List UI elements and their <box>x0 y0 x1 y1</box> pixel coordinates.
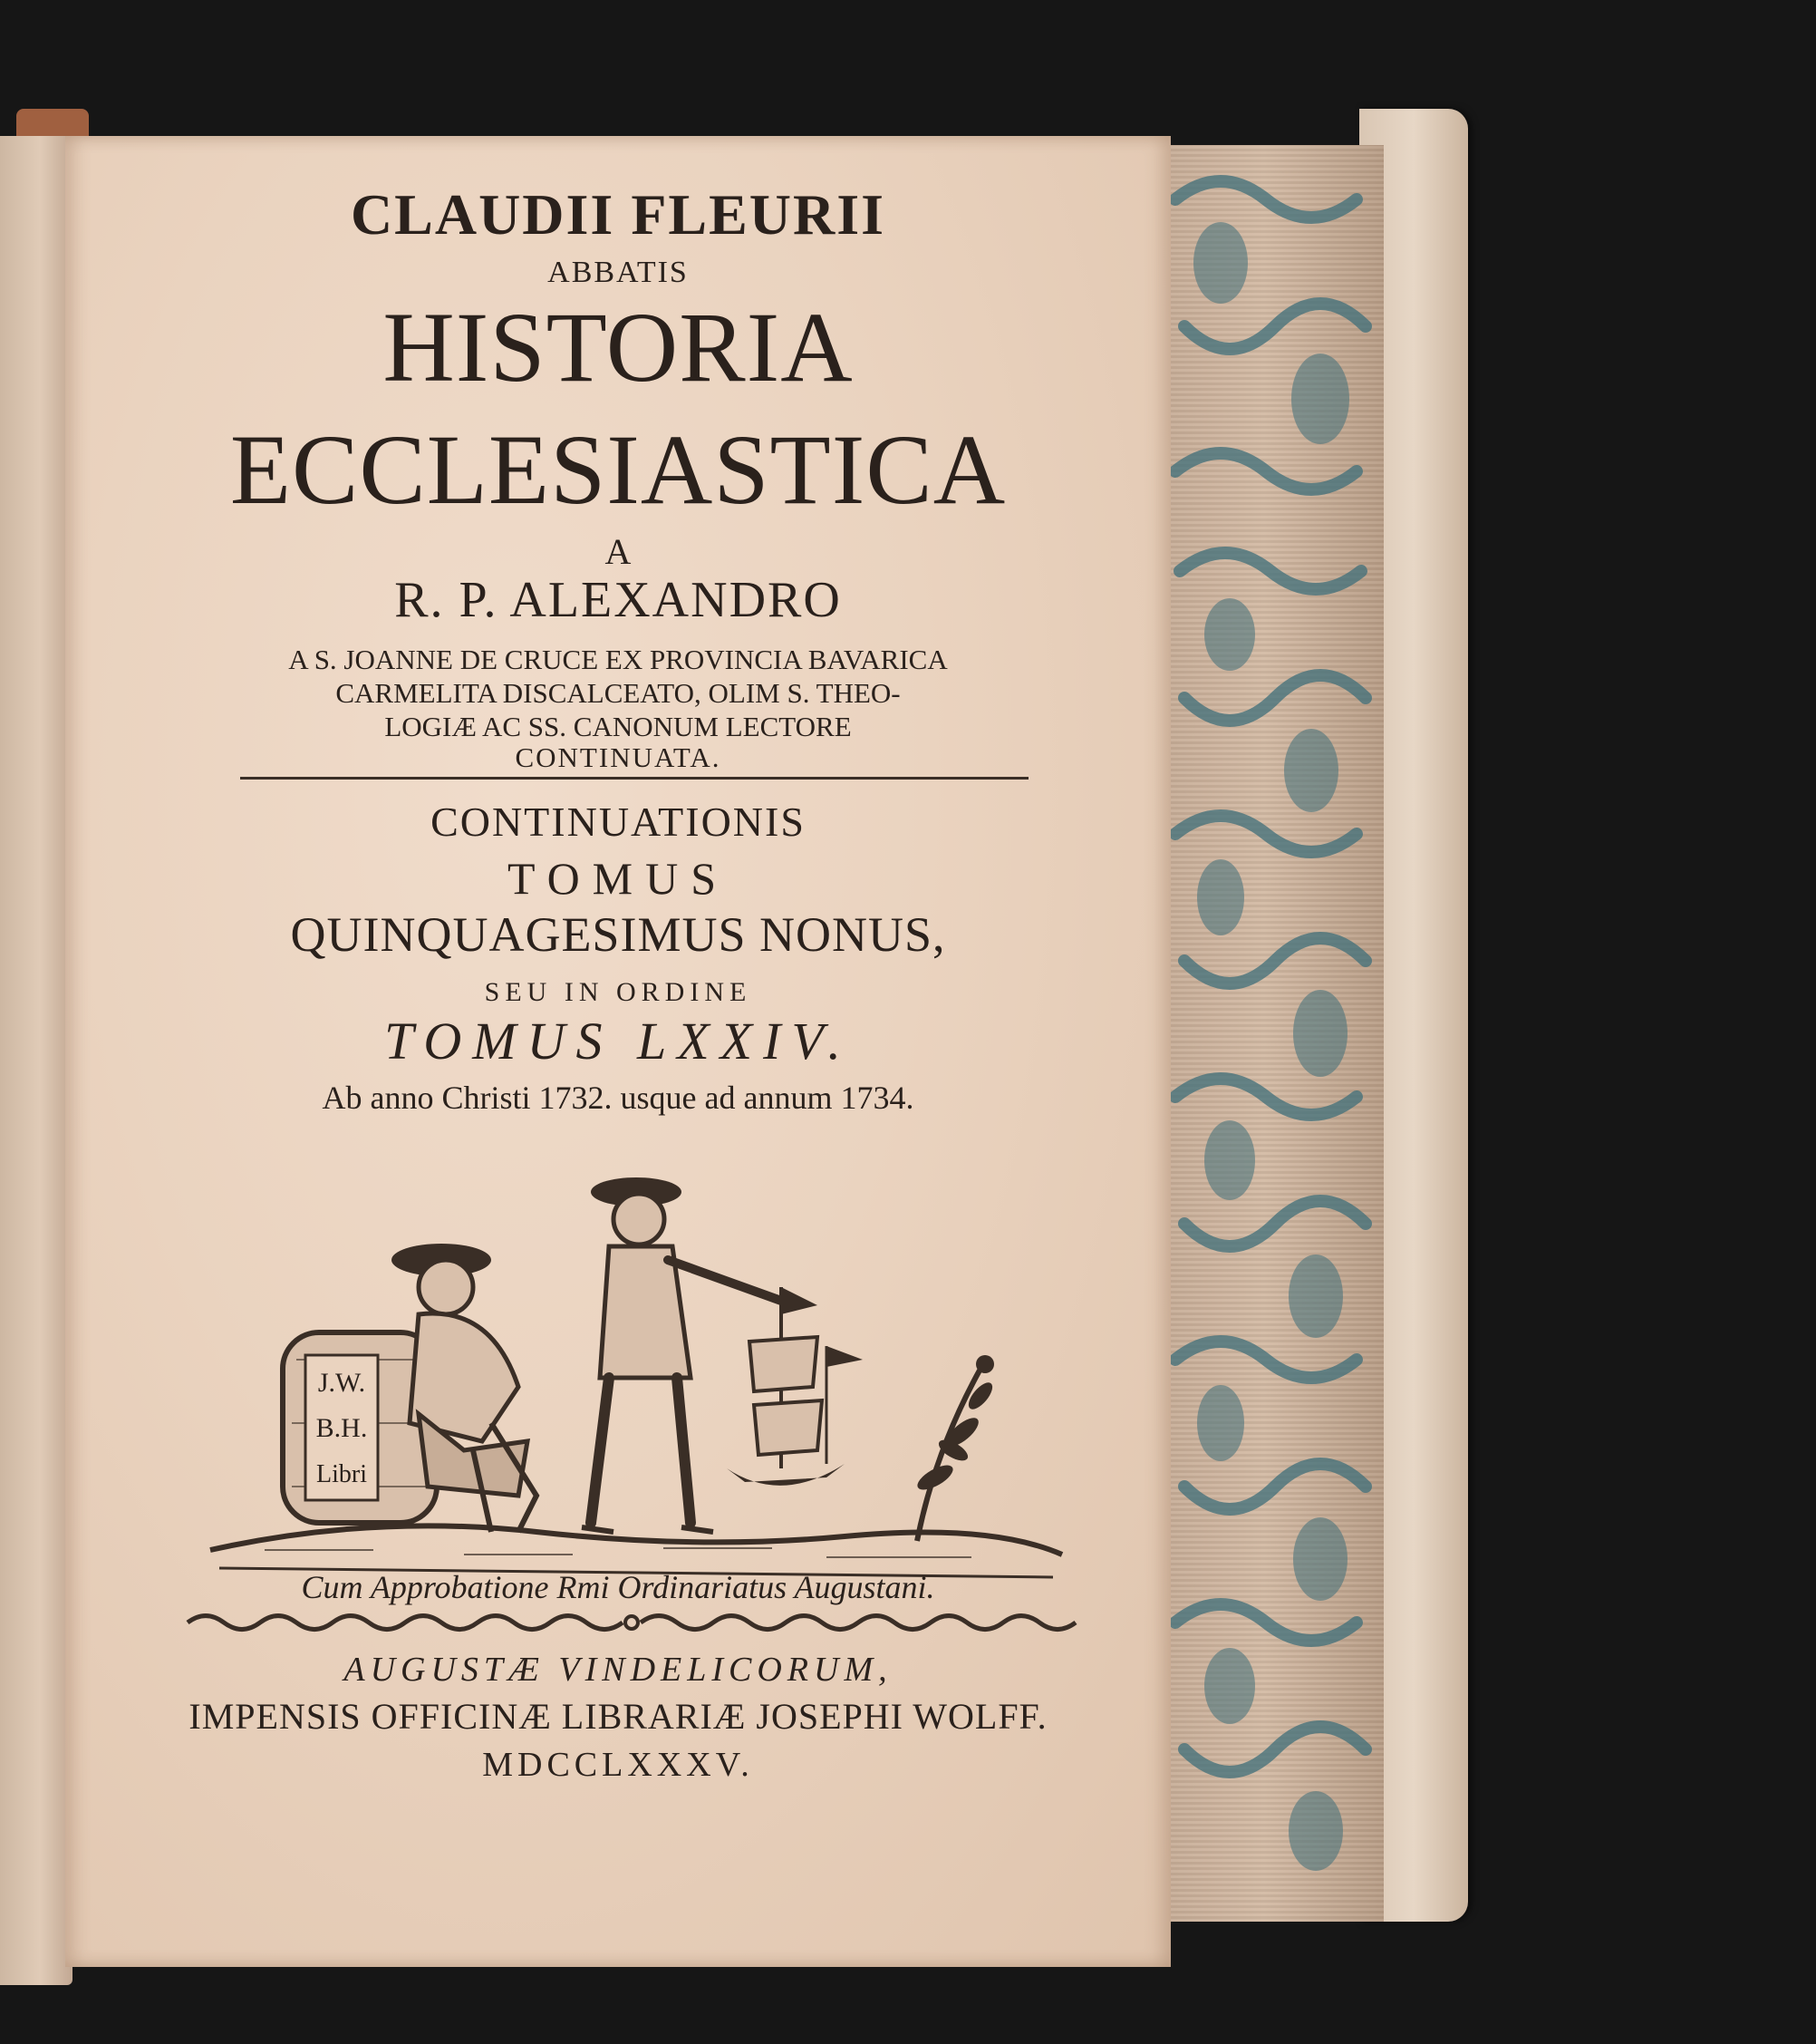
ornamental-rule <box>179 1604 1085 1641</box>
continuator-name: R. P. ALEXANDRO <box>394 572 842 628</box>
description-line-2: CARMELITA DISCALCEATO, OLIM S. THEO- <box>335 677 901 709</box>
continuationis: CONTINUATIONIS <box>430 799 806 845</box>
stamp-line-1: J.W. <box>317 1368 366 1398</box>
description-line-1: A S. JOANNE DE CRUCE EX PROVINCIA BAVARICA <box>288 644 948 675</box>
stamp-line-3: Libri <box>316 1460 367 1488</box>
description-line-4: CONTINUATA. <box>515 741 721 773</box>
title-page <box>65 136 1171 1967</box>
description-line-3: LOGIÆ AC SS. CANONUM LECTORE <box>384 711 852 742</box>
tomus-number: TOMUS LXXIV. <box>384 1012 852 1070</box>
author-title: ABBATIS <box>547 256 689 289</box>
by-word: A <box>604 531 632 572</box>
tomus-word: TOMUS <box>507 853 729 904</box>
approbation: Cum Approbatione Rmi Ordinariatus Augustani. <box>301 1569 935 1605</box>
volume-ordinal: QUINQUAGESIMUS NONUS, <box>290 907 946 962</box>
imprint-date: MDCCLXXXV. <box>482 1746 754 1784</box>
title-line-2: ECCLESIASTICA <box>229 414 1007 525</box>
left-page-edge <box>0 136 72 1985</box>
divider-rule <box>240 777 1029 780</box>
author-line: CLAUDII FLEURII <box>350 182 886 247</box>
seu-in-ordine: SEU IN ORDINE <box>484 977 752 1007</box>
woodcut-illustration <box>192 1151 1080 1604</box>
imprint-place: AUGUSTÆ VINDELICORUM, <box>343 1651 893 1689</box>
stamp-line-2: B.H. <box>315 1413 368 1443</box>
marbled-fore-edge <box>1164 145 1384 1922</box>
imprint-publisher: IMPENSIS OFFICINÆ LIBRARIÆ JOSEPHI WOLFF. <box>188 1696 1048 1737</box>
years-range: Ab anno Christi 1732. usque ad annum 1734. <box>322 1080 914 1116</box>
title-line-1: HISTORIA <box>382 292 854 402</box>
